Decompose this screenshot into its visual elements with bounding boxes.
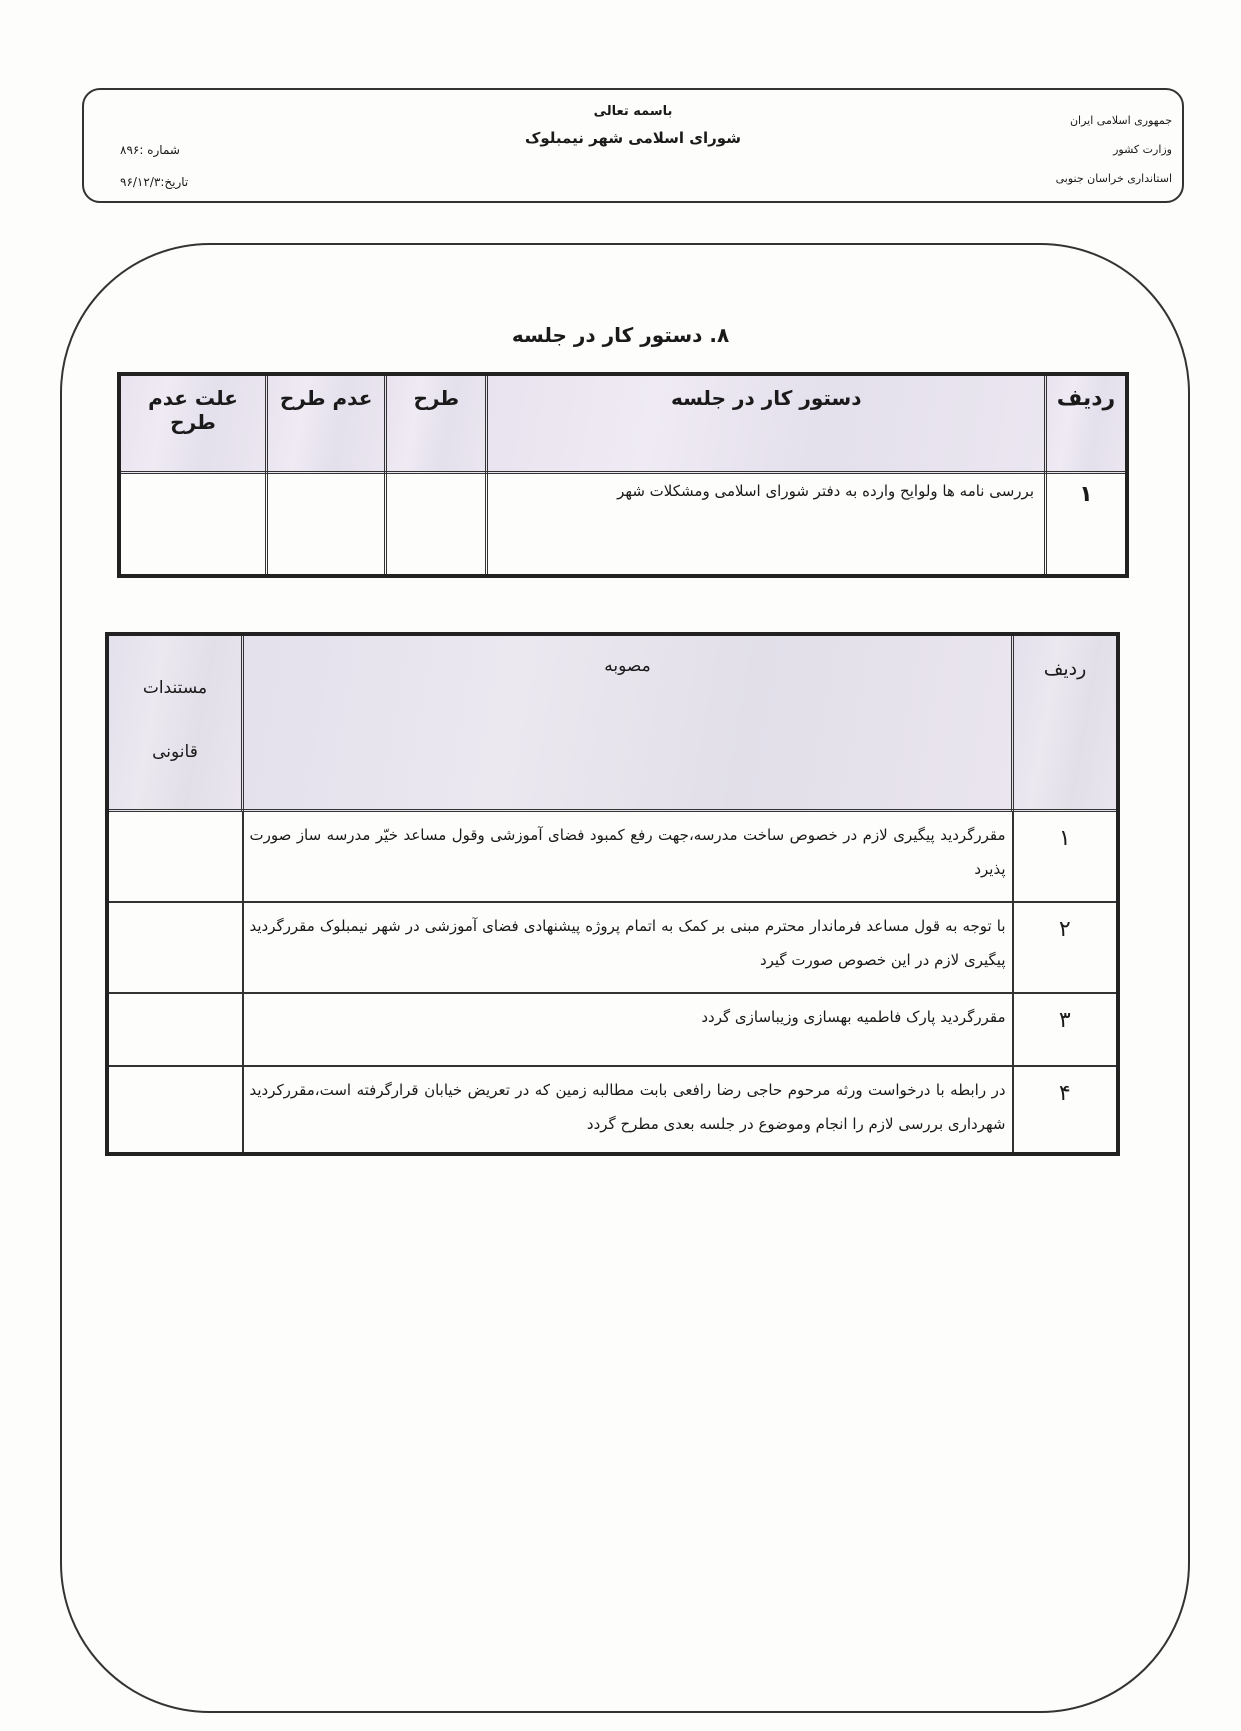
col-row: ردیف	[1013, 634, 1119, 811]
row-number: ۱	[1013, 811, 1119, 903]
table-row	[107, 811, 1118, 903]
agenda-header-row	[119, 374, 1127, 473]
row-number: ۳	[1013, 993, 1119, 1066]
resolution-text: مقررگردید پارک فاطمیه بهسازی وزیباسازی گردد	[243, 993, 1013, 1066]
col-agenda: دستور کار در جلسه	[487, 374, 1046, 473]
table-row	[107, 993, 1118, 1066]
col-legal-docs	[107, 634, 243, 811]
legal-docs-cell	[107, 902, 243, 993]
col-legal-docs-line2: قانونی	[152, 742, 198, 762]
reason-cell	[119, 473, 267, 577]
resolutions-table	[105, 632, 1120, 1156]
resolution-text: با توجه به قول مساعد فرماندار محترم مبنی بر کمک به اتمام پروژه پیشنهادی فضای آموزشی در شهر نیمبلوک مقررگردید پیگیری لازم در این خصوص صورت گیرد	[243, 902, 1013, 993]
col-no-plan: عدم طرح	[267, 374, 386, 473]
col-reason: علت عدم طرح	[119, 374, 267, 473]
letterhead	[82, 88, 1184, 203]
country-name: جمهوری اسلامی ایران	[1069, 114, 1172, 127]
row-number: ۴	[1013, 1066, 1119, 1154]
legal-docs-cell	[107, 993, 243, 1066]
invocation: باسمه تعالی	[593, 104, 673, 119]
legal-docs-cell	[107, 811, 243, 903]
plan-cell	[386, 473, 487, 577]
agenda-item: بررسی نامه ها ولوایح وارده به دفتر شورای اسلامی ومشکلات شهر	[487, 473, 1046, 577]
letter-number: شماره :۸۹۶	[120, 143, 180, 157]
resolutions-header-row	[107, 634, 1118, 811]
resolution-text: مقررگردید پیگیری لازم در خصوص ساخت مدرسه،جهت رفع کمبود فضای آموزشی وقول مساعد خیّر مدرسه ساز صورت پذیرد	[243, 811, 1013, 903]
table-row	[107, 1066, 1118, 1154]
governorate-name: استانداری خراسان جنوبی	[1055, 172, 1172, 185]
resolution-text: در رابطه با درخواست ورثه مرحوم حاجی رضا رافعی بابت مطالبه زمین که در تعریض خیابان قرارگرفته است،مقررکردید شهرداری بررسی لازم را انجام وموضوع در جلسه بعدی مطرح گردد	[243, 1066, 1013, 1154]
letter-date: تاریخ:۹۶/۱۲/۳	[120, 175, 189, 189]
council-name: شورای اسلامی شهر نیمبلوک	[525, 129, 741, 147]
col-legal-docs-line1: مستندات	[142, 678, 208, 698]
col-resolution: مصوبه	[243, 634, 1013, 811]
table-row	[107, 902, 1118, 993]
no-plan-cell	[267, 473, 386, 577]
row-number: ۲	[1013, 902, 1119, 993]
reference-block	[120, 134, 260, 198]
section-title: ۸. دستور کار در جلسه	[511, 323, 730, 347]
ministry-name: وزارت کشور	[1113, 143, 1172, 156]
agenda-table	[117, 372, 1129, 578]
row-number: ۱	[1046, 473, 1127, 577]
table-row	[119, 473, 1127, 577]
legal-docs-cell	[107, 1066, 243, 1154]
col-plan: طرح	[386, 374, 487, 473]
col-row: ردیف	[1046, 374, 1127, 473]
